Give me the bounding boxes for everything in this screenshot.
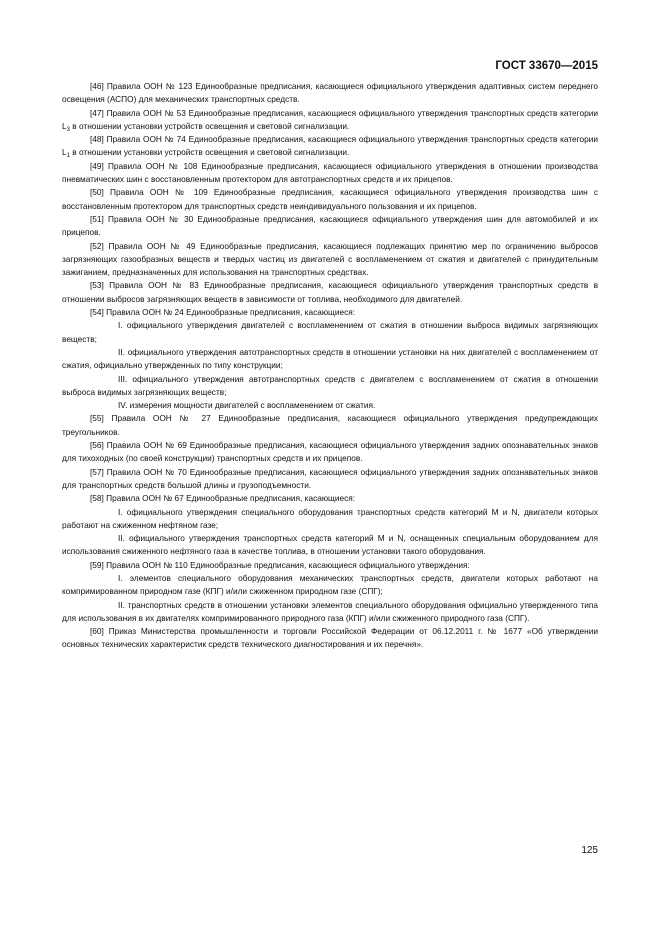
reference-item: [50] Правила ООН № 109 Единообразные предписания, касающиеся официального утверждения производства шин с восстановленным протектором для транспортных средств неиндивидуального пользования и их прицепов. — [62, 187, 598, 211]
reference-item: [56] Правила ООН № 69 Единообразные предписания, касающиеся официального утверждения задних опознавательных знаков для тихоходных (по своей конструкции) транспортных средств и их прицепов. — [62, 440, 598, 464]
reference-item: [52] Правила ООН № 49 Единообразные предписания, касающиеся подлежащих принятию мер по ограничению выбросов загрязняющих газообразных веществ и твердых частиц из двигателей с воспламенением от сжатия и двигателей с принудительным зажиганием, предназначенных для использования на транспортных средствах. — [62, 240, 598, 278]
page-number: 125 — [581, 845, 598, 856]
reference-sub-item: II. официального утверждения транспортных средств категорий M и N, оснащенных специальным оборудованием для использования сжиженного нефтяного газа в качестве топлива, в отношении установки такого оборудования. — [62, 533, 598, 557]
reference-item: [51] Правила ООН № 30 Единообразные предписания, касающиеся официального утверждения шин для автомобилей и их прицепов. — [62, 213, 598, 238]
reference-item: [55] Правила ООН № 27 Единообразные предписания, касающиеся официального утверждения предупреждающих треугольников. — [62, 413, 598, 437]
reference-item: [53] Правила ООН № 83 Единообразные предписания, касающиеся официального утверждения транспортных средств в отношении выбросов загрязняющих веществ в зависимости от топлива, необходимого для двигателей. — [62, 280, 598, 304]
reference-sub-item: II. транспортных средств в отношении установки элементов специального оборудования официально утвержденного типа для использования в их двигателях компримированного природного газа (КПГ) и/или сжиженного природного газа (СПГ). — [62, 599, 598, 623]
reference-item: [57] Правила ООН № 70 Единообразные предписания, касающиеся официального утверждения задних опознавательных знаков для транспортных средств большой длины и грузоподъемности. — [62, 466, 598, 490]
reference-sub-item: I. официального утверждения специального оборудования транспортных средств категорий M и N, двигатели которых работают на сжиженном нефтяном газе; — [62, 506, 598, 530]
reference-item: [48] Правила ООН № 74 Единообразные предписания, касающиеся официального утверждения транспортных средств категории $L_1$ в отношении установки устройств освещения и световой сигнализации. — [62, 134, 598, 160]
reference-item: [54] Правила ООН № 24 Единообразные предписания, касающиеся: — [90, 307, 356, 318]
reference-item: [46] Правила ООН № 123 Единообразные предписания, касающиеся официального утверждения адаптивных систем переднего освещения (АСПО) для механических транспортных средств. — [62, 81, 598, 105]
reference-sub-item: II. официального утверждения автотранспортных средств в отношении установки на них двигателей с воспламенением от сжатия, официально утвержденных по типу конструкции; — [62, 346, 598, 371]
reference-item: [47] Правила ООН № 53 Единообразные предписания, касающиеся официального утверждения транспортных средств категории $L_3$ в отношении установки устройств освещения и световой сигнализации. — [62, 107, 598, 133]
reference-sub-item: I. официального утверждения двигателей с воспламенением от сжатия в отношении выброса видимых загрязняющих веществ; — [62, 320, 598, 344]
reference-sub-item: IV. измерения мощности двигателей с воспламенением от сжатия. — [118, 400, 376, 411]
reference-item: [60] Приказ Министерства промышленности и торговли Российской Федерации от 06.12.2011 г. № 1677 «Об утверждении основных технических характеристик средств технического диагностирования и их перечня». — [62, 626, 598, 650]
reference-item: [58] Правила ООН № 67 Единообразные предписания, касающиеся: — [90, 493, 356, 504]
document-id: ГОСТ 33670—2015 — [495, 60, 598, 72]
reference-item: [59] Правила ООН № 110 Единообразные предписания, касающиеся официального утверждения: — [90, 559, 470, 570]
reference-sub-item: III. официального утверждения автотранспортных средств с двигателем с воспламенением от сжатия в отношении выброса видимых загрязняющих веществ; — [62, 373, 598, 397]
reference-item: [49] Правила ООН № 108 Единообразные предписания, касающиеся официального утверждения в отношении производства пневматических шин с восстановленным протектором для автотранспортных средств и их прицепов. — [62, 160, 598, 185]
reference-list — [62, 80, 598, 652]
reference-sub-item: I. элементов специального оборудования механических транспортных средств, двигатели которых работают на компримированном природном газе (КПГ) и/или сжиженном природном газе (СПГ); — [62, 572, 598, 597]
